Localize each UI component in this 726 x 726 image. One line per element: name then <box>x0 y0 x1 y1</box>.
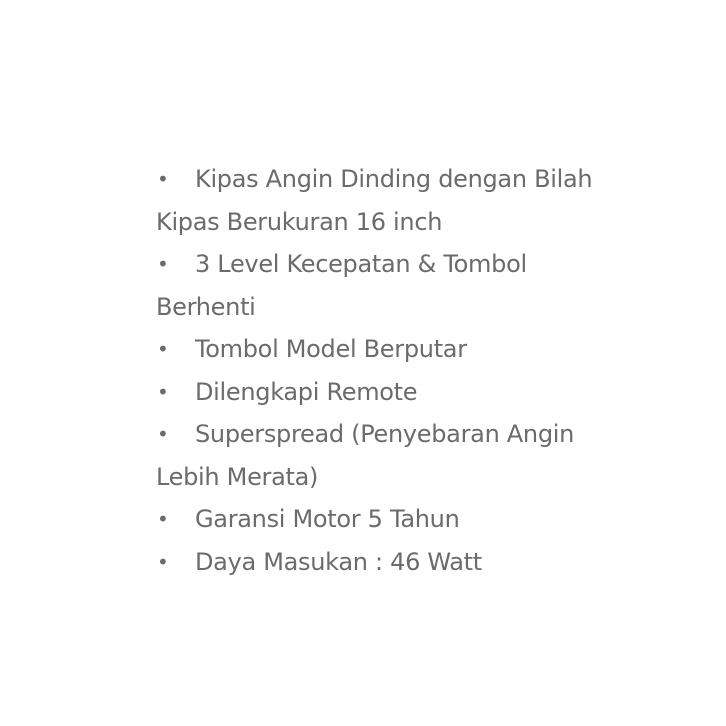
feature-item <box>156 158 596 243</box>
feature-item <box>156 413 596 498</box>
feature-text: Garansi Motor 5 Tahun <box>195 505 460 533</box>
bullet-icon: • <box>157 252 169 276</box>
feature-item <box>156 541 596 584</box>
bullet-icon: • <box>157 422 169 446</box>
feature-text: Tombol Model Berputar <box>195 335 467 363</box>
feature-item <box>156 371 596 414</box>
feature-item <box>156 328 596 371</box>
feature-text: Superspread (Penyebaran Angin Lebih Merata) <box>156 420 575 491</box>
feature-list <box>156 158 596 583</box>
feature-item <box>156 243 596 328</box>
feature-text: Kipas Angin Dinding dengan Bilah Kipas Berukuran 16 inch <box>156 165 593 236</box>
feature-item <box>156 498 596 541</box>
bullet-icon: • <box>157 549 169 574</box>
feature-text: Daya Masukan : 46 Watt <box>195 547 482 576</box>
feature-text: 3 Level Kecepatan & Tombol Berhenti <box>156 250 527 321</box>
bullet-icon: • <box>157 379 169 404</box>
bullet-icon: • <box>157 167 169 191</box>
bullet-icon: • <box>157 507 169 531</box>
feature-text: Dilengkapi Remote <box>195 377 418 406</box>
bullet-icon: • <box>157 337 169 361</box>
